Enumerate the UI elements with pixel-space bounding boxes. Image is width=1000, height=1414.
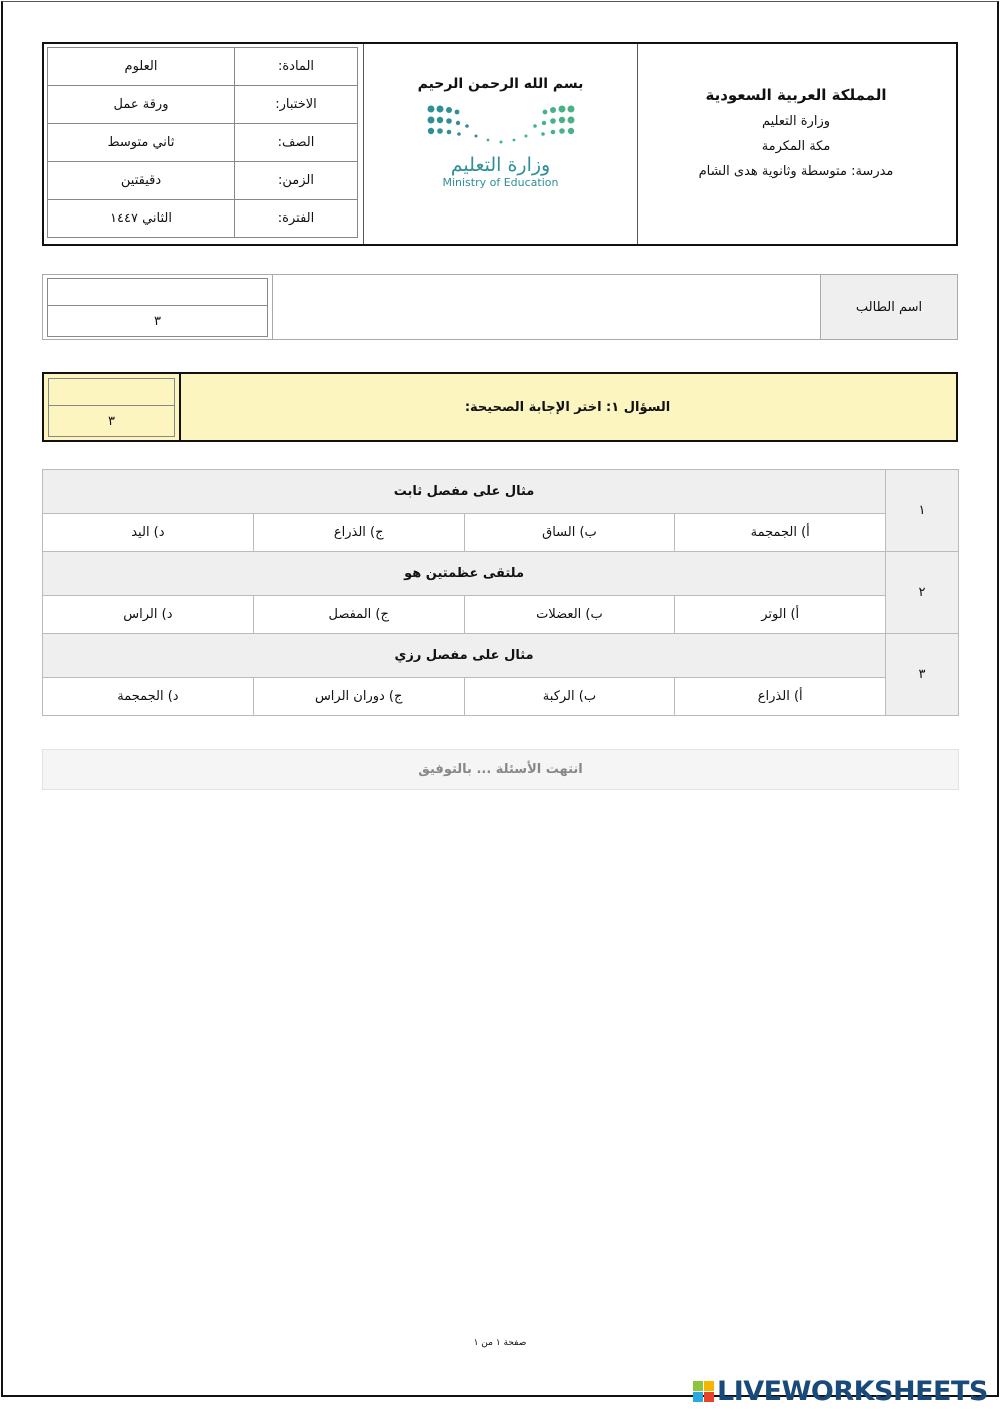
info-value: الثاني ١٤٤٧ — [48, 200, 235, 238]
answer-option[interactable]: ب) العضلات — [464, 596, 675, 634]
section-total: ٣ — [108, 414, 115, 429]
answer-option[interactable]: ج) المفصل — [253, 596, 464, 634]
question-number: ١ — [886, 470, 959, 552]
page-footer: صفحة ١ من ١ — [473, 1338, 527, 1348]
question-number: ٢ — [886, 552, 959, 634]
header-middle — [363, 44, 638, 244]
question-text: مثال على مفصل ثابت — [43, 470, 886, 514]
logo-english: Ministry of Education — [442, 176, 559, 189]
answer-option[interactable]: أ) الوتر — [675, 596, 886, 634]
question-row — [43, 634, 959, 678]
questions-table — [42, 469, 959, 716]
live-blocks-icon — [693, 1381, 714, 1402]
header-box — [42, 42, 958, 246]
watermark-text: LIVEWORKSHEETS — [717, 1375, 988, 1407]
info-row — [48, 162, 358, 200]
city: مكة المكرمة — [761, 139, 831, 154]
question-number: ٣ — [886, 634, 959, 716]
school-name: مدرسة: متوسطة وثانوية هدى الشام — [698, 164, 894, 179]
logo-arabic: وزارة التعليم — [450, 154, 551, 176]
ministry-title: وزارة التعليم — [761, 114, 831, 129]
question-row — [43, 470, 959, 514]
answer-option[interactable]: ج) الذراع — [253, 514, 464, 552]
info-value: دقيقتين — [48, 162, 235, 200]
info-row — [48, 48, 358, 86]
end-note: انتهت الأسئلة ... بالتوفيق — [42, 749, 959, 790]
kingdom-title: المملكة العربية السعودية — [705, 86, 887, 104]
info-label: الاختبار: — [235, 86, 358, 124]
info-label: المادة: — [235, 48, 358, 86]
options-row — [43, 596, 959, 634]
options-row — [43, 514, 959, 552]
answer-option[interactable]: د) اليد — [43, 514, 254, 552]
question-text: مثال على مفصل رزي — [43, 634, 886, 678]
question-text: ملتقى عظمتين هو — [43, 552, 886, 596]
student-name-label: اسم الطالب — [820, 275, 957, 339]
info-row — [48, 86, 358, 124]
info-label: الصف: — [235, 124, 358, 162]
student-total: ٣ — [154, 314, 161, 329]
header-right — [636, 44, 956, 244]
info-value: ورقة عمل — [48, 86, 235, 124]
student-score-box — [47, 278, 268, 337]
info-label: الفترة: — [235, 200, 358, 238]
question-row — [43, 552, 959, 596]
basmala: بسم الله الرحمن الرحيم — [417, 76, 584, 92]
answer-option[interactable]: ب) الساق — [464, 514, 675, 552]
student-row — [42, 274, 958, 340]
info-value: ثاني متوسط — [48, 124, 235, 162]
info-row — [48, 200, 358, 238]
answer-option[interactable]: أ) الجمجمة — [675, 514, 886, 552]
section-score-box — [48, 378, 175, 437]
answer-option[interactable]: د) الراس — [43, 596, 254, 634]
answer-option[interactable]: أ) الذراع — [675, 678, 886, 716]
answer-option[interactable]: ج) دوران الراس — [253, 678, 464, 716]
liveworksheets-logo — [693, 1376, 988, 1406]
info-row — [48, 124, 358, 162]
section-score — [49, 379, 174, 406]
question-section-bar — [42, 372, 958, 442]
info-label: الزمن: — [235, 162, 358, 200]
answer-option[interactable]: ب) الركبة — [464, 678, 675, 716]
info-value: العلوم — [48, 48, 235, 86]
options-row — [43, 678, 959, 716]
ministry-logo-icon — [426, 104, 576, 148]
answer-option[interactable]: د) الجمجمة — [43, 678, 254, 716]
info-table — [47, 47, 358, 238]
section-title: السؤال ١: اختر الإجابة الصحيحة: — [464, 399, 671, 415]
student-score — [48, 279, 267, 306]
section-score-cell — [44, 374, 181, 440]
student-name-input[interactable] — [272, 275, 821, 339]
